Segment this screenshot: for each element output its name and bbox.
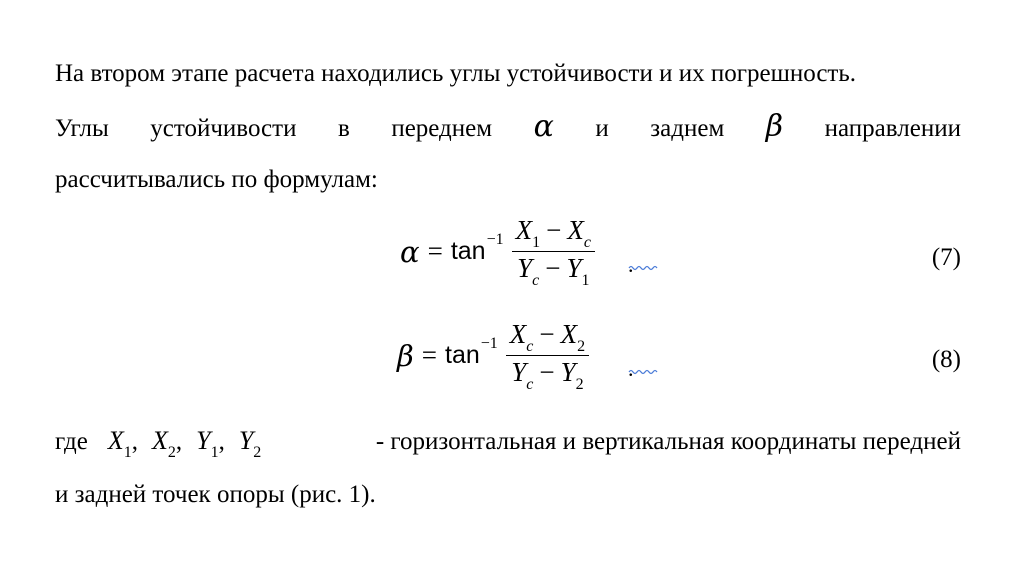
equals-sign: = — [427, 236, 443, 266]
word: где — [55, 428, 88, 455]
formula-7 — [400, 214, 595, 289]
denominator: $Y_c - Y_2$ — [511, 357, 584, 393]
inverse-power: −1 — [480, 334, 498, 352]
fraction — [512, 214, 595, 289]
numerator: $X_1 - X_c$ — [515, 215, 591, 251]
formula-8-period: . — [628, 356, 634, 381]
paragraph-line-1: На втором этапе расчета находились углы устойчивости и их погрешность. — [55, 60, 857, 87]
fraction — [506, 318, 589, 393]
equation-number-7: (7) — [931, 244, 961, 271]
formula-lhs: α — [400, 234, 420, 269]
word: устойчивости — [150, 115, 297, 142]
word: в — [337, 115, 350, 142]
paragraph-2-text: - горизонтальная и вертикальная координаты передней — [375, 428, 961, 455]
equals-sign: = — [421, 340, 437, 370]
coordinate-x2: $X_2$, — [151, 426, 183, 461]
paragraph-line-2 — [55, 109, 961, 145]
beta-symbol: β — [765, 109, 784, 144]
word: Углы — [55, 115, 109, 142]
paragraph-line-3: рассчитывались по формулам: — [55, 166, 378, 193]
formula-8 — [397, 318, 589, 393]
word: направлении — [824, 115, 961, 142]
word: и — [595, 115, 609, 142]
coordinate-y1: $Y_1$, — [196, 426, 225, 461]
word: заднем — [650, 115, 725, 142]
numerator: $X_c - X_2$ — [509, 319, 586, 355]
alpha-symbol: α — [533, 109, 554, 144]
formula-7-period: . — [628, 252, 634, 277]
spellcheck-squiggle — [628, 368, 660, 376]
spellcheck-squiggle — [628, 264, 660, 272]
paragraph-2-line-2: и задней точек опоры (рис. 1). — [55, 481, 376, 508]
coordinate-x1: $X_1$, — [107, 426, 138, 461]
equation-number-8: (8) — [931, 346, 961, 373]
word: переднем — [391, 115, 493, 142]
coordinate-y2: $Y_2$ — [238, 426, 262, 461]
inverse-power: −1 — [486, 230, 504, 248]
denominator: $Y_c - Y_1$ — [517, 253, 590, 289]
tan-function: tan — [445, 341, 480, 369]
tan-function: tan — [450, 237, 486, 265]
formula-lhs: β — [397, 338, 414, 373]
paragraph-2-line-1 — [55, 423, 961, 459]
